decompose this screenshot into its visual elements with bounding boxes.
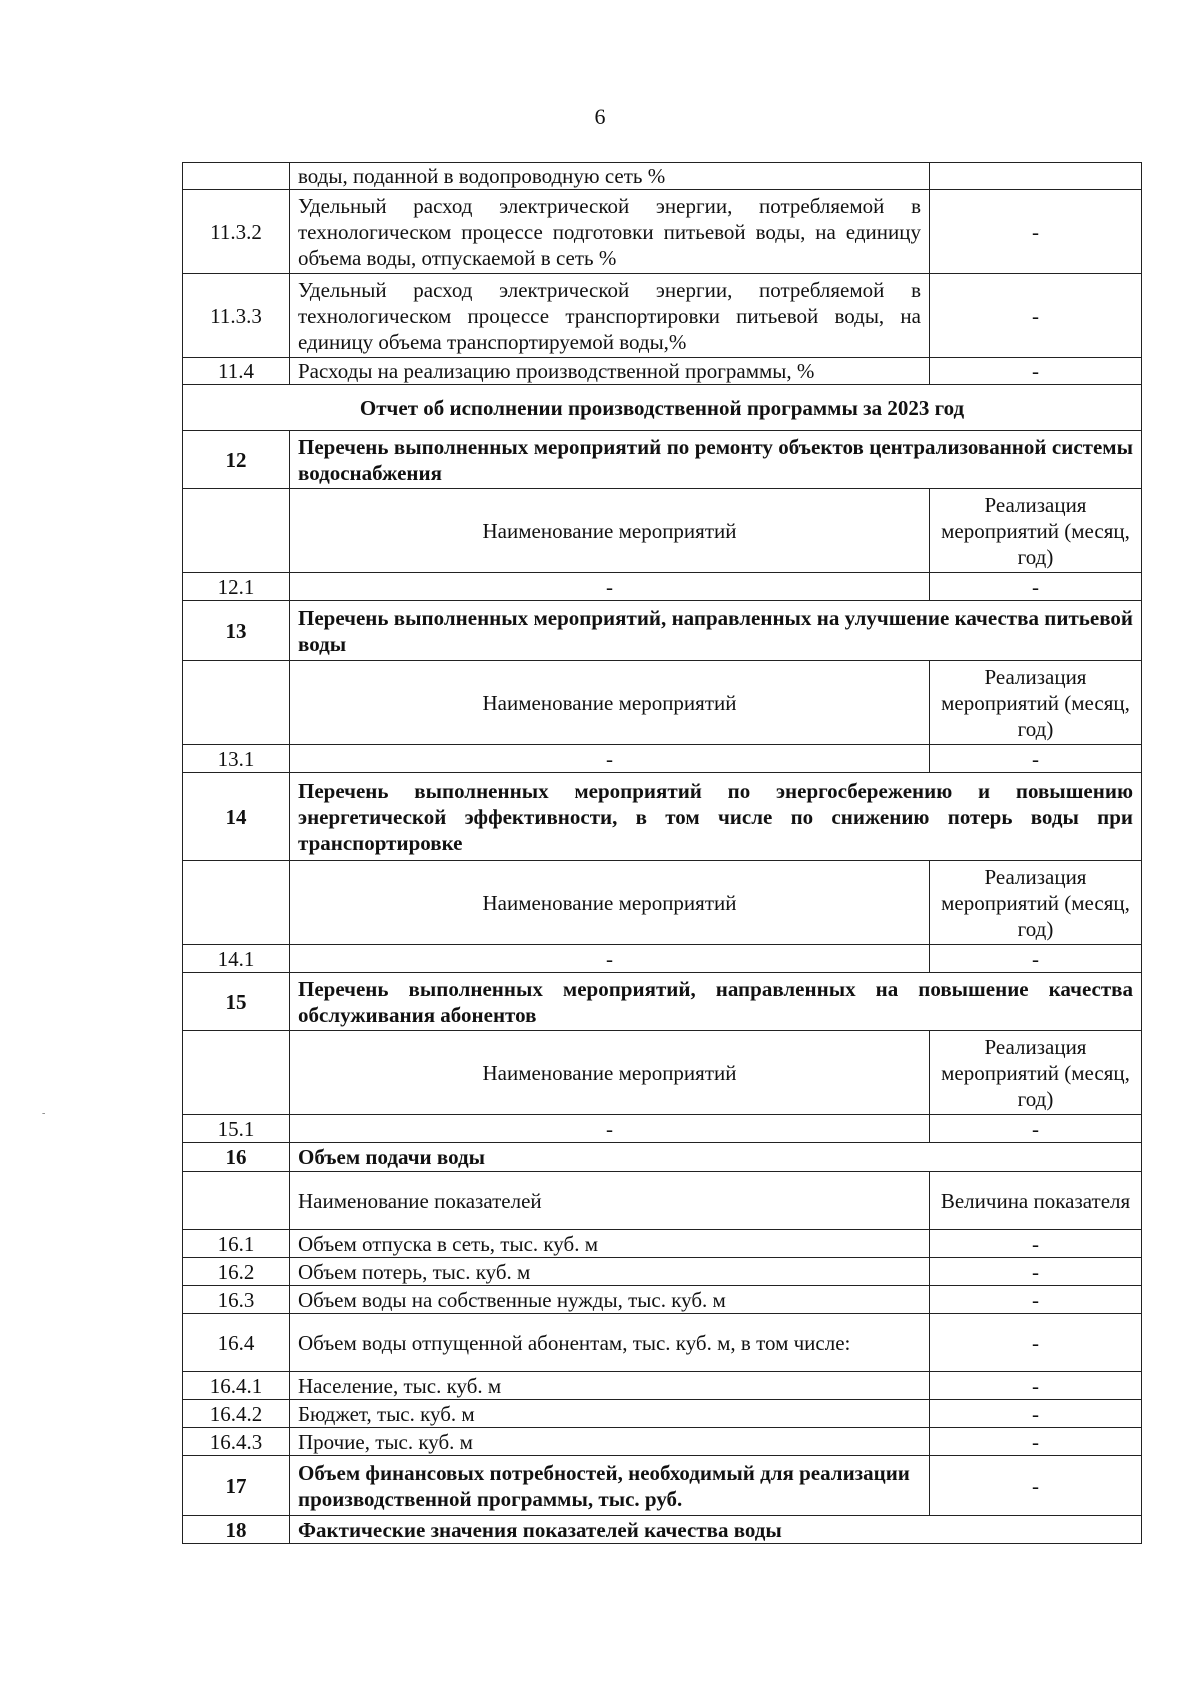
row-number: 11.3.3 [183,274,290,358]
column-header-name: Наименование мероприятий [290,661,930,745]
section-number: 15 [183,973,290,1031]
column-header-name: Наименование мероприятий [290,489,930,573]
row-value: - [930,358,1142,385]
row-number: 16.4.2 [183,1400,290,1428]
section-header-row [183,1516,1142,1544]
section-header-row [183,773,1142,861]
row-value: - [930,745,1142,773]
table-row [183,745,1142,773]
section-title: Объем финансовых потребностей, необходимый для реализации производственной программы, тыс. руб. [290,1456,930,1516]
table-row [183,163,1142,190]
row-number: 16.3 [183,1286,290,1314]
row-number: 11.3.2 [183,190,290,274]
row-value: - [930,1372,1142,1400]
table-row [183,1428,1142,1456]
row-text: Объем отпуска в сеть, тыс. куб. м [290,1230,930,1258]
row-value: - [930,274,1142,358]
column-header-row [183,861,1142,945]
table-row [183,1230,1142,1258]
empty-cell [183,1172,290,1230]
row-value: - [930,1428,1142,1456]
row-value: - [930,945,1142,973]
row-text: Население, тыс. куб. м [290,1372,930,1400]
empty-cell [183,661,290,745]
section-title: Фактические значения показателей качества воды [290,1516,1142,1544]
column-header-name: Наименование мероприятий [290,861,930,945]
column-header-name: Наименование показателей [290,1172,930,1230]
row-text: - [290,573,930,601]
row-value: - [930,1456,1142,1516]
table-row [183,274,1142,358]
column-header-implementation: Реализация мероприятий (месяц, год) [930,861,1142,945]
row-number: 16.4 [183,1314,290,1372]
table-row [183,1115,1142,1143]
column-header-implementation: Реализация мероприятий (месяц, год) [930,489,1142,573]
section-header-row [183,601,1142,661]
row-number: 14.1 [183,945,290,973]
page-number: 6 [594,104,606,129]
section-number: 17 [183,1456,290,1516]
row-number: 16.2 [183,1258,290,1286]
row-number: 12.1 [183,573,290,601]
section-title: Перечень выполненных мероприятий по ремонту объектов централизованной системы водоснабжения [290,431,1142,489]
row-value: - [930,573,1142,601]
row-number: 15.1 [183,1115,290,1143]
row-text: - [290,745,930,773]
empty-cell [183,489,290,573]
row-text: Объем воды отпущенной абонентам, тыс. куб. м, в том числе: [290,1314,930,1372]
report-title: Отчет об исполнении производственной программы за 2023 год [183,385,1142,431]
section-title: Перечень выполненных мероприятий, направленных на улучшение качества питьевой воды [290,601,1142,661]
row-text: воды, поданной в водопроводную сеть % [290,163,930,190]
section-header-row [183,1456,1142,1516]
row-value: - [930,1115,1142,1143]
section-header-row [183,973,1142,1031]
row-text: Удельный расход электрической энергии, потребляемой в технологическом процессе транспортировки питьевой воды, на единицу объема транспортируемой воды,% [290,274,930,358]
row-text: Объем воды на собственные нужды, тыс. куб. м [290,1286,930,1314]
row-text: Бюджет, тыс. куб. м [290,1400,930,1428]
report-title-row [183,385,1142,431]
column-header-row [183,1031,1142,1115]
section-number: 13 [183,601,290,661]
program-table [182,162,1142,1544]
row-value: - [930,1314,1142,1372]
row-text: Удельный расход электрической энергии, потребляемой в технологическом процессе подготовки питьевой воды, на единицу объема воды, отпускаемой в сеть % [290,190,930,274]
table-row [183,358,1142,385]
row-number: 16.4.1 [183,1372,290,1400]
column-header-row [183,1172,1142,1230]
table-row [183,1258,1142,1286]
empty-cell [183,1031,290,1115]
row-text: Прочие, тыс. куб. м [290,1428,930,1456]
row-text: - [290,1115,930,1143]
row-value: - [930,1400,1142,1428]
row-value: - [930,1258,1142,1286]
table-row [183,1400,1142,1428]
row-text: - [290,945,930,973]
row-text: Объем потерь, тыс. куб. м [290,1258,930,1286]
row-number: 11.4 [183,358,290,385]
section-header-row [183,431,1142,489]
table-row [183,1286,1142,1314]
row-value: - [930,1230,1142,1258]
column-header-value: Величина показателя [930,1172,1142,1230]
section-title: Перечень выполненных мероприятий по энергосбережению и повышению энергетической эффективности, в том числе по снижению потерь воды при транспортировке [290,773,1142,861]
section-number: 16 [183,1143,290,1172]
row-number: 16.4.3 [183,1428,290,1456]
column-header-row [183,661,1142,745]
row-number [183,163,290,190]
table-row [183,1314,1142,1372]
section-number: 18 [183,1516,290,1544]
empty-cell [183,861,290,945]
section-header-row [183,1143,1142,1172]
column-header-row [183,489,1142,573]
table-row [183,1372,1142,1400]
row-value: - [930,190,1142,274]
table-row [183,190,1142,274]
row-text: Расходы на реализацию производственной программы, % [290,358,930,385]
section-number: 14 [183,773,290,861]
column-header-implementation: Реализация мероприятий (месяц, год) [930,1031,1142,1115]
row-value: - [930,1286,1142,1314]
row-number: 13.1 [183,745,290,773]
table-row [183,945,1142,973]
section-title: Перечень выполненных мероприятий, направленных на повышение качества обслуживания абонентов [290,973,1142,1031]
section-number: 12 [183,431,290,489]
column-header-name: Наименование мероприятий [290,1031,930,1115]
section-title: Объем подачи воды [290,1143,1142,1172]
row-number: 16.1 [183,1230,290,1258]
table-row [183,573,1142,601]
stray-mark: - [42,1108,46,1119]
row-value [930,163,1142,190]
column-header-implementation: Реализация мероприятий (месяц, год) [930,661,1142,745]
